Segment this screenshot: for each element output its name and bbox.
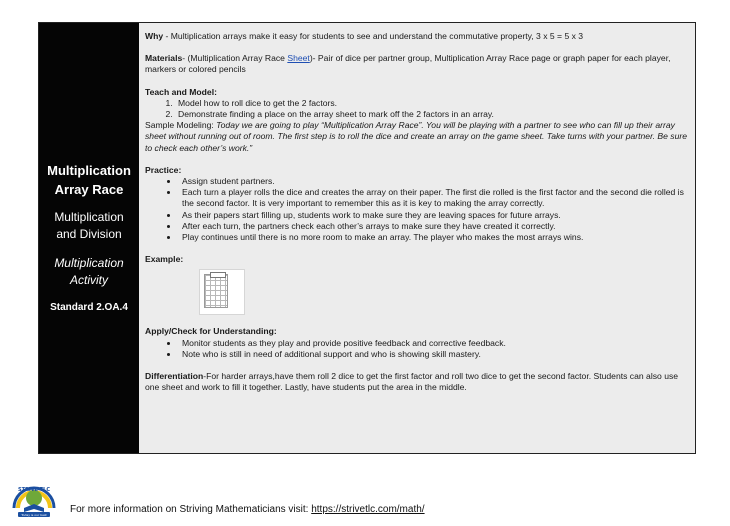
list-item: 1. Model how to roll dice to get the 2 factors. [175, 98, 689, 109]
footer-info [70, 504, 425, 515]
practice-list [145, 176, 689, 243]
sheet-link[interactable]: Sheet [287, 53, 310, 64]
why-section [145, 31, 689, 42]
why-text: - Multiplication arrays make it easy for students to see and understand the commutative property, 3 x 5 = 5 x 3 [163, 31, 584, 41]
lesson-content [139, 23, 695, 453]
example-label: Example: [145, 254, 184, 265]
svg-text:STRIVE TLC: STRIVE TLC [17, 487, 51, 493]
sample-label: Sample Modeling: [145, 120, 214, 131]
apply-label: Apply/Check for Understanding: [145, 326, 277, 337]
lesson-subtitle: Multiplication and Division [54, 210, 124, 241]
footer-link[interactable]: https://strivetlc.com/math/ [311, 504, 425, 515]
differentiation-text: -For harder arrays,have them roll 2 dice to get the first factor and roll two dice to get the second factor. Students can also use one sheet and work to fill it together. Lastly, have students put the area in the middle. [145, 371, 679, 393]
lesson-activity-type: Multiplication Activity [54, 256, 124, 287]
lesson-title: Multiplication Array Race [47, 163, 131, 197]
page-footer [10, 476, 730, 522]
sample-modeling [145, 120, 689, 154]
teach-steps [145, 98, 689, 120]
materials-post-link: )- Pair of dice per partner group, Multiplication Array Race page or graph paper for each player, markers or colored pencils [145, 53, 671, 75]
teach-label: Teach and Model: [145, 86, 217, 97]
list-item: • As their papers start filling up, students work to make sure they are leaving spaces for future arrays. [179, 210, 689, 221]
lesson-sidebar [39, 23, 139, 453]
list-item: • Note who is still in need of additional support and who is showing skill mastery. [179, 349, 689, 360]
footer-text: For more information on Striving Mathematicians visit: [70, 504, 312, 515]
list-item: • Assign student partners. [179, 176, 689, 187]
list-item: • After each turn, the partners check each other’s arrays to make sure they have created it correctly. [179, 221, 689, 232]
materials-pre-link: - (Multiplication Array Race [182, 53, 288, 64]
strive-tlc-logo-icon [10, 478, 58, 518]
differentiation-section [145, 371, 689, 393]
practice-label: Practice: [145, 164, 182, 175]
sample-text: Today we are going to play “Multiplication Array Race”. You will be playing with a partner to see who can fill up their array sheet without running out of room. The first step is to roll the dice and create an array on the game sheet. Take turns with your partner. Be sure to check each other’s work.” [145, 120, 688, 153]
differentiation-label: Differentiation [145, 371, 204, 382]
lesson-card [38, 22, 696, 454]
why-label: Why [145, 31, 164, 41]
lesson-standard: Standard 2.OA.4 [50, 302, 128, 313]
list-item: • Monitor students as they play and provide positive feedback and corrective feedback. [179, 338, 689, 349]
list-item: • Play continues until there is no more room to make an array. The player who makes the most arrays wins. [179, 232, 689, 243]
list-item: 2. Demonstrate finding a place on the array sheet to mark off the 2 factors in an array. [175, 109, 689, 120]
example-array-thumbnail [199, 269, 245, 315]
list-item: • Each turn a player rolls the dice and creates the array on their paper. The first die rolled is the first factor and the second die rolled is the second factor. It is very important to remember this as it is key to making the array correctly. [179, 187, 689, 209]
materials-label: Materials [145, 53, 183, 64]
materials-section [145, 53, 689, 75]
apply-list [145, 338, 689, 360]
svg-text:Today is our best: Today is our best [21, 513, 47, 517]
